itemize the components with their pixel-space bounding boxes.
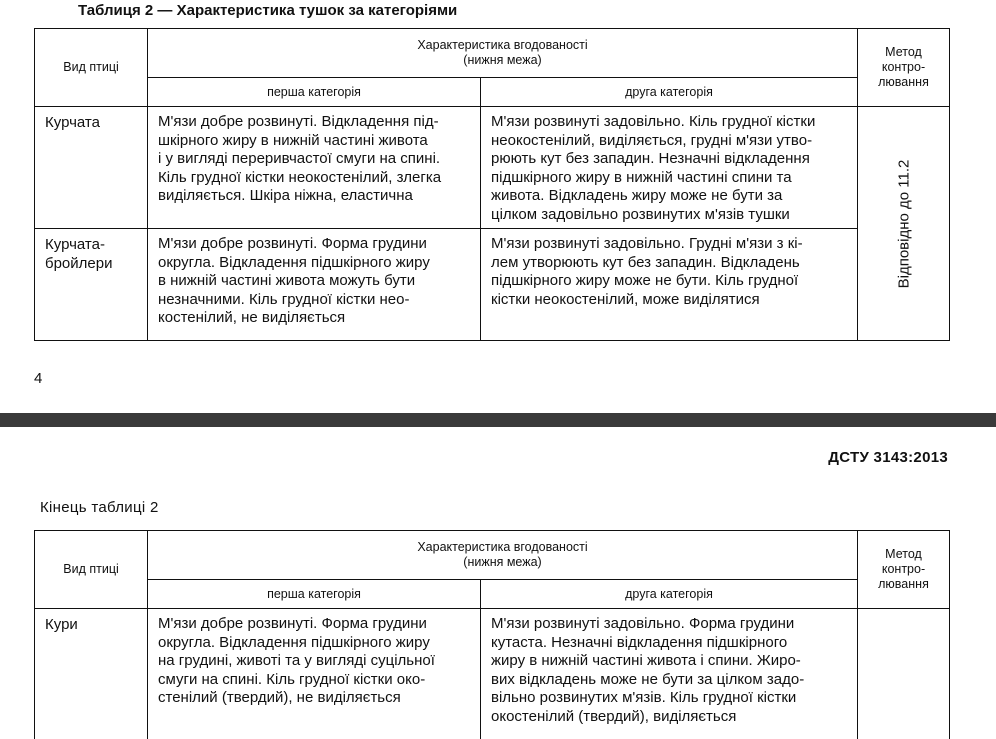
header-bird-type: Вид птиці xyxy=(35,29,148,107)
second-category-cell: М'язи розвинуті задовільно. Грудні м'язи з кі- лем утворюють кут без западин. Відкладень підшкірного жиру може не бути. Кіль грудної кістки неокостенілий, може виділятися xyxy=(481,229,858,341)
method-cell xyxy=(858,609,950,739)
carcass-table xyxy=(34,28,950,341)
header-second-category: друга категорія xyxy=(481,580,858,609)
header-quality: Характеристика вгодованості (нижня межа) xyxy=(148,29,858,78)
first-category-cell: М'язи добре розвинуті. Форма грудини округла. Відкладення підшкірного жиру на грудині, животі та у вигляді суцільної смуги на спині. Кіль грудної кістки око- стенілий (твердий), не виділяється xyxy=(148,609,481,739)
table-row xyxy=(35,107,950,229)
table-caption: Таблиця 2 — Характеристика тушок за категоріями xyxy=(78,2,458,19)
document-code: ДСТУ 3143:2013 xyxy=(828,449,948,466)
first-category-cell: М'язи добре розвинуті. Відкладення під- шкірного жиру в нижній частині живота і у вигляді переривчастої смуги на спині. Кіль грудної кістки неокостенілий, злегка виділяється. Шкіра ніжна, еластична xyxy=(148,107,481,229)
bottom-page xyxy=(0,427,996,726)
bird-type-cell: Кури xyxy=(35,609,148,739)
table-continuation-caption: Кінець таблиці 2 xyxy=(40,499,159,516)
bird-type-cell: Курчата- бройлери xyxy=(35,229,148,341)
method-cell xyxy=(858,107,950,341)
table-row xyxy=(35,609,950,739)
second-category-cell: М'язи розвинуті задовільно. Форма грудини кутаста. Незначні відкладення підшкірного жиру в нижній частині живота і спини. Жиро- вих відкладень може не бути за цілком задо- вільно розвинутих м'язів. Кіль грудної кістки окостенілий (твердий), виділяється xyxy=(481,609,858,739)
carcass-table-end xyxy=(34,530,950,739)
page-separator xyxy=(0,413,996,427)
header-quality: Характеристика вгодованості (нижня межа) xyxy=(148,531,858,580)
page-number: 4 xyxy=(34,370,43,387)
header-method: Метод контро- лювання xyxy=(858,29,950,107)
table-row xyxy=(35,229,950,341)
first-category-cell: М'язи добре розвинуті. Форма грудини округла. Відкладення підшкірного жиру в нижній частині живота можуть бути незначними. Кіль грудної кістки нео- костенілий, не виділяється xyxy=(148,229,481,341)
header-second-category: друга категорія xyxy=(481,78,858,107)
header-method: Метод контро- лювання xyxy=(858,531,950,609)
second-category-cell: М'язи розвинуті задовільно. Кіль грудної кістки неокостенілий, виділяється, грудні м'язи утво- рюють кут без западин. Незначні відкладення підшкірного жиру в нижній частині спини та живота. Відкладень жиру може не бути за цілком задовільно розвинутих м'язів тушки xyxy=(481,107,858,229)
header-first-category: перша категорія xyxy=(148,580,481,609)
method-reference: Відповідно до 11.2 xyxy=(895,159,912,288)
bird-type-cell: Курчата xyxy=(35,107,148,229)
header-bird-type: Вид птиці xyxy=(35,531,148,609)
header-first-category: перша категорія xyxy=(148,78,481,107)
